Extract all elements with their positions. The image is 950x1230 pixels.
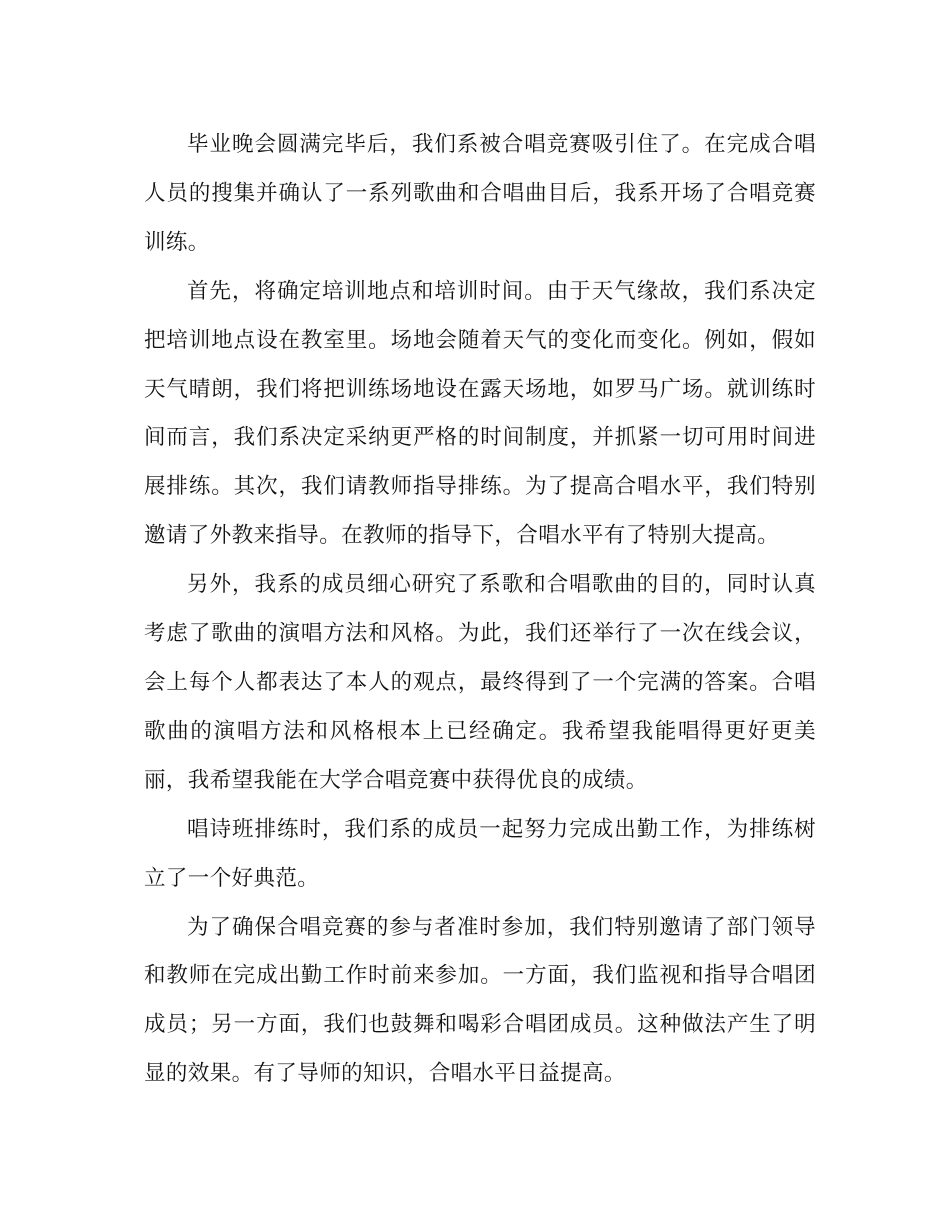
- paragraph-5: 为了确保合唱竞赛的参与者准时参加，我们特别邀请了部门领导和教师在完成出勤工作时前来参加。一方面，我们监视和指导合唱团成员；另一方面，我们也鼓舞和喝彩合唱团成员。这种做法产生了明显的效果。有了导师的知识，合唱水平日益提高。: [144, 914, 816, 1087]
- document-body: [144, 121, 816, 1099]
- paragraph-1: 毕业晚会圆满完毕后，我们系被合唱竞赛吸引住了。在完成合唱人员的搜集并确认了一系列歌曲和合唱曲目后，我系开场了合唱竞赛训练。: [144, 132, 816, 255]
- paragraph-3: 另外，我系的成员细心研究了系歌和合唱歌曲的目的，同时认真考虑了歌曲的演唱方法和风格。为此，我们还举行了一次在线会议，会上每个人都表达了本人的观点，最终得到了一个完满的答案。合唱歌曲的演唱方法和风格根本上已经确定。我希望我能唱得更好更美丽，我希望我能在大学合唱竞赛中获得优良的成绩。: [144, 572, 816, 793]
- paragraph-4: 唱诗班排练时，我们系的成员一起努力完成出勤工作，为排练树立了一个好典范。: [144, 816, 816, 891]
- paragraph-2: 首先，将确定培训地点和培训时间。由于天气缘故，我们系决定把培训地点设在教室里。场地会随着天气的变化而变化。例如，假如天气晴朗，我们将把训练场地设在露天场地，如罗马广场。就训练时间而言，我们系决定采纳更严格的时间制度，并抓紧一切可用时间进展排练。其次，我们请教师指导排练。为了提高合唱水平，我们特别邀请了外教来指导。在教师的指导下，合唱水平有了特别大提高。: [144, 278, 816, 549]
